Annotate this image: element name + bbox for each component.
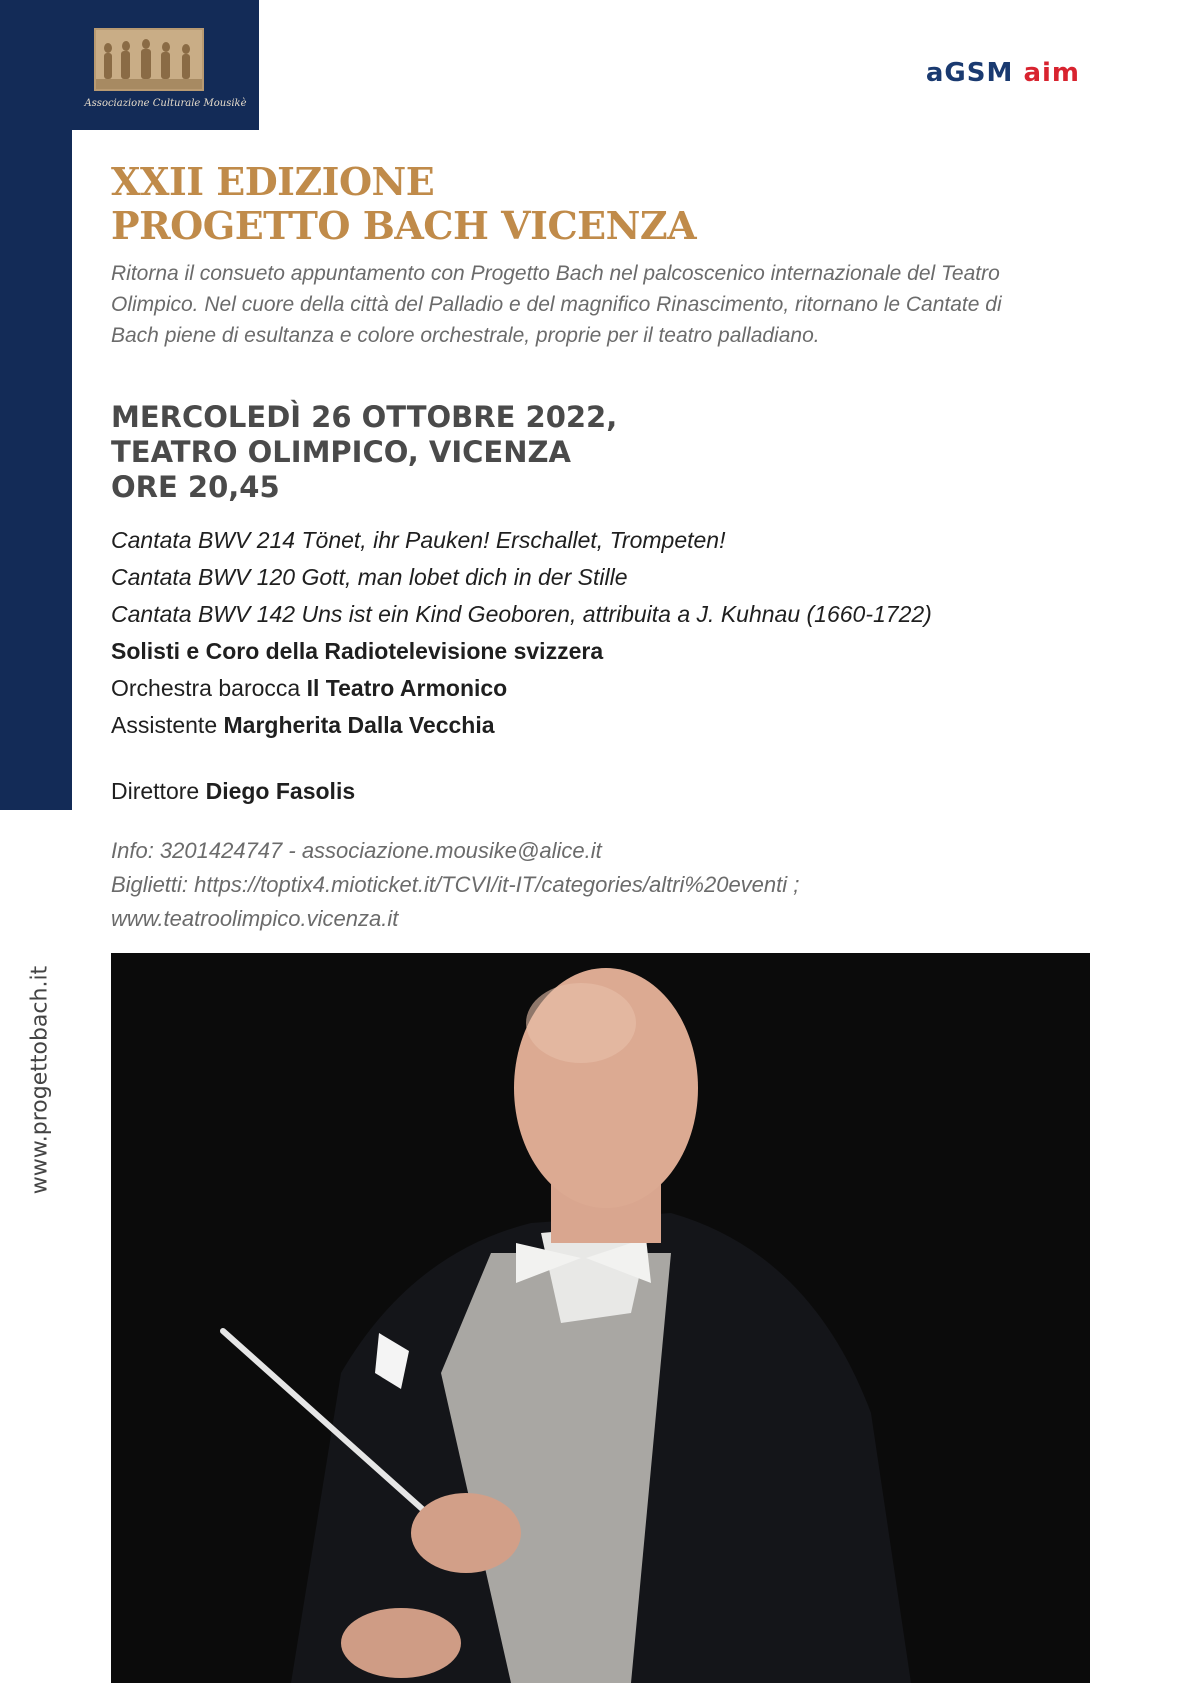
cantata-item: Cantata BWV 142 Uns ist ein Kind Geoboren, attribuita a J. Kuhnau (1660-1722) [111, 601, 932, 627]
info-block [111, 834, 799, 936]
director-name: Diego Fasolis [205, 778, 356, 804]
event-venue: TEATRO OLIMPICO, VICENZA [111, 435, 571, 469]
orchestra-name: Il Teatro Armonico [306, 675, 508, 701]
title-line-2: PROGETTO BACH VICENZA [111, 203, 697, 248]
sponsor-logo-part1: aGSM [925, 58, 1014, 88]
sponsor-logo [926, 58, 1080, 88]
orchestra-line [111, 670, 932, 707]
title-line-1: XXII EDIZIONE [111, 159, 435, 204]
relief-image [94, 28, 204, 91]
event-details [111, 400, 617, 505]
logo-caption: Associazione Culturale Mousikè [84, 98, 247, 109]
soloists: Solisti e Coro della Radiotelevisione svizzera [111, 638, 604, 664]
info-contact[interactable]: Info: 3201424747 - associazione.mousike@alice.it [111, 838, 602, 863]
info-website[interactable]: www.teatroolimpico.vicenza.it [111, 906, 399, 931]
event-time: ORE 20,45 [111, 470, 280, 504]
orchestra-label: Orchestra barocca [111, 675, 301, 701]
cantata-item: Cantata BWV 120 Gott, man lobet dich in der Stille [111, 564, 628, 590]
event-date: MERCOLEDÌ 26 OTTOBRE 2022, [111, 400, 618, 434]
info-tickets[interactable]: Biglietti: https://toptix4.mioticket.it/TCVI/it-IT/categories/altri%20eventi ; [111, 872, 800, 897]
sponsor-logo-part2: aim [1023, 58, 1080, 88]
intro-text: Ritorna il consueto appuntamento con Progetto Bach nel palcoscenico internazionale del Teatro Olimpico. Nel cuore della città del Palladio e del magnifico Rinascimento, ritornano le Cantate di Bach piene di esultanza e colore orchestrale, proprie per il teatro palladiano. [111, 262, 1002, 347]
assistant-name: Margherita Dalla Vecchia [223, 712, 495, 738]
conductor-illustration [111, 953, 1090, 1683]
page-title [111, 160, 696, 248]
side-url[interactable]: www.progettobach.it [27, 965, 53, 1195]
assistant-line [111, 707, 932, 744]
side-bar [0, 0, 72, 810]
director-label: Direttore [111, 778, 200, 804]
conductor-photo [111, 953, 1090, 1683]
cantata-item: Cantata BWV 214 Tönet, ihr Pauken! Erschallet, Trompeten! [111, 527, 726, 553]
association-logo [72, 0, 259, 130]
assistant-label: Assistente [111, 712, 218, 738]
program-list [111, 522, 932, 744]
director-line [111, 778, 355, 805]
